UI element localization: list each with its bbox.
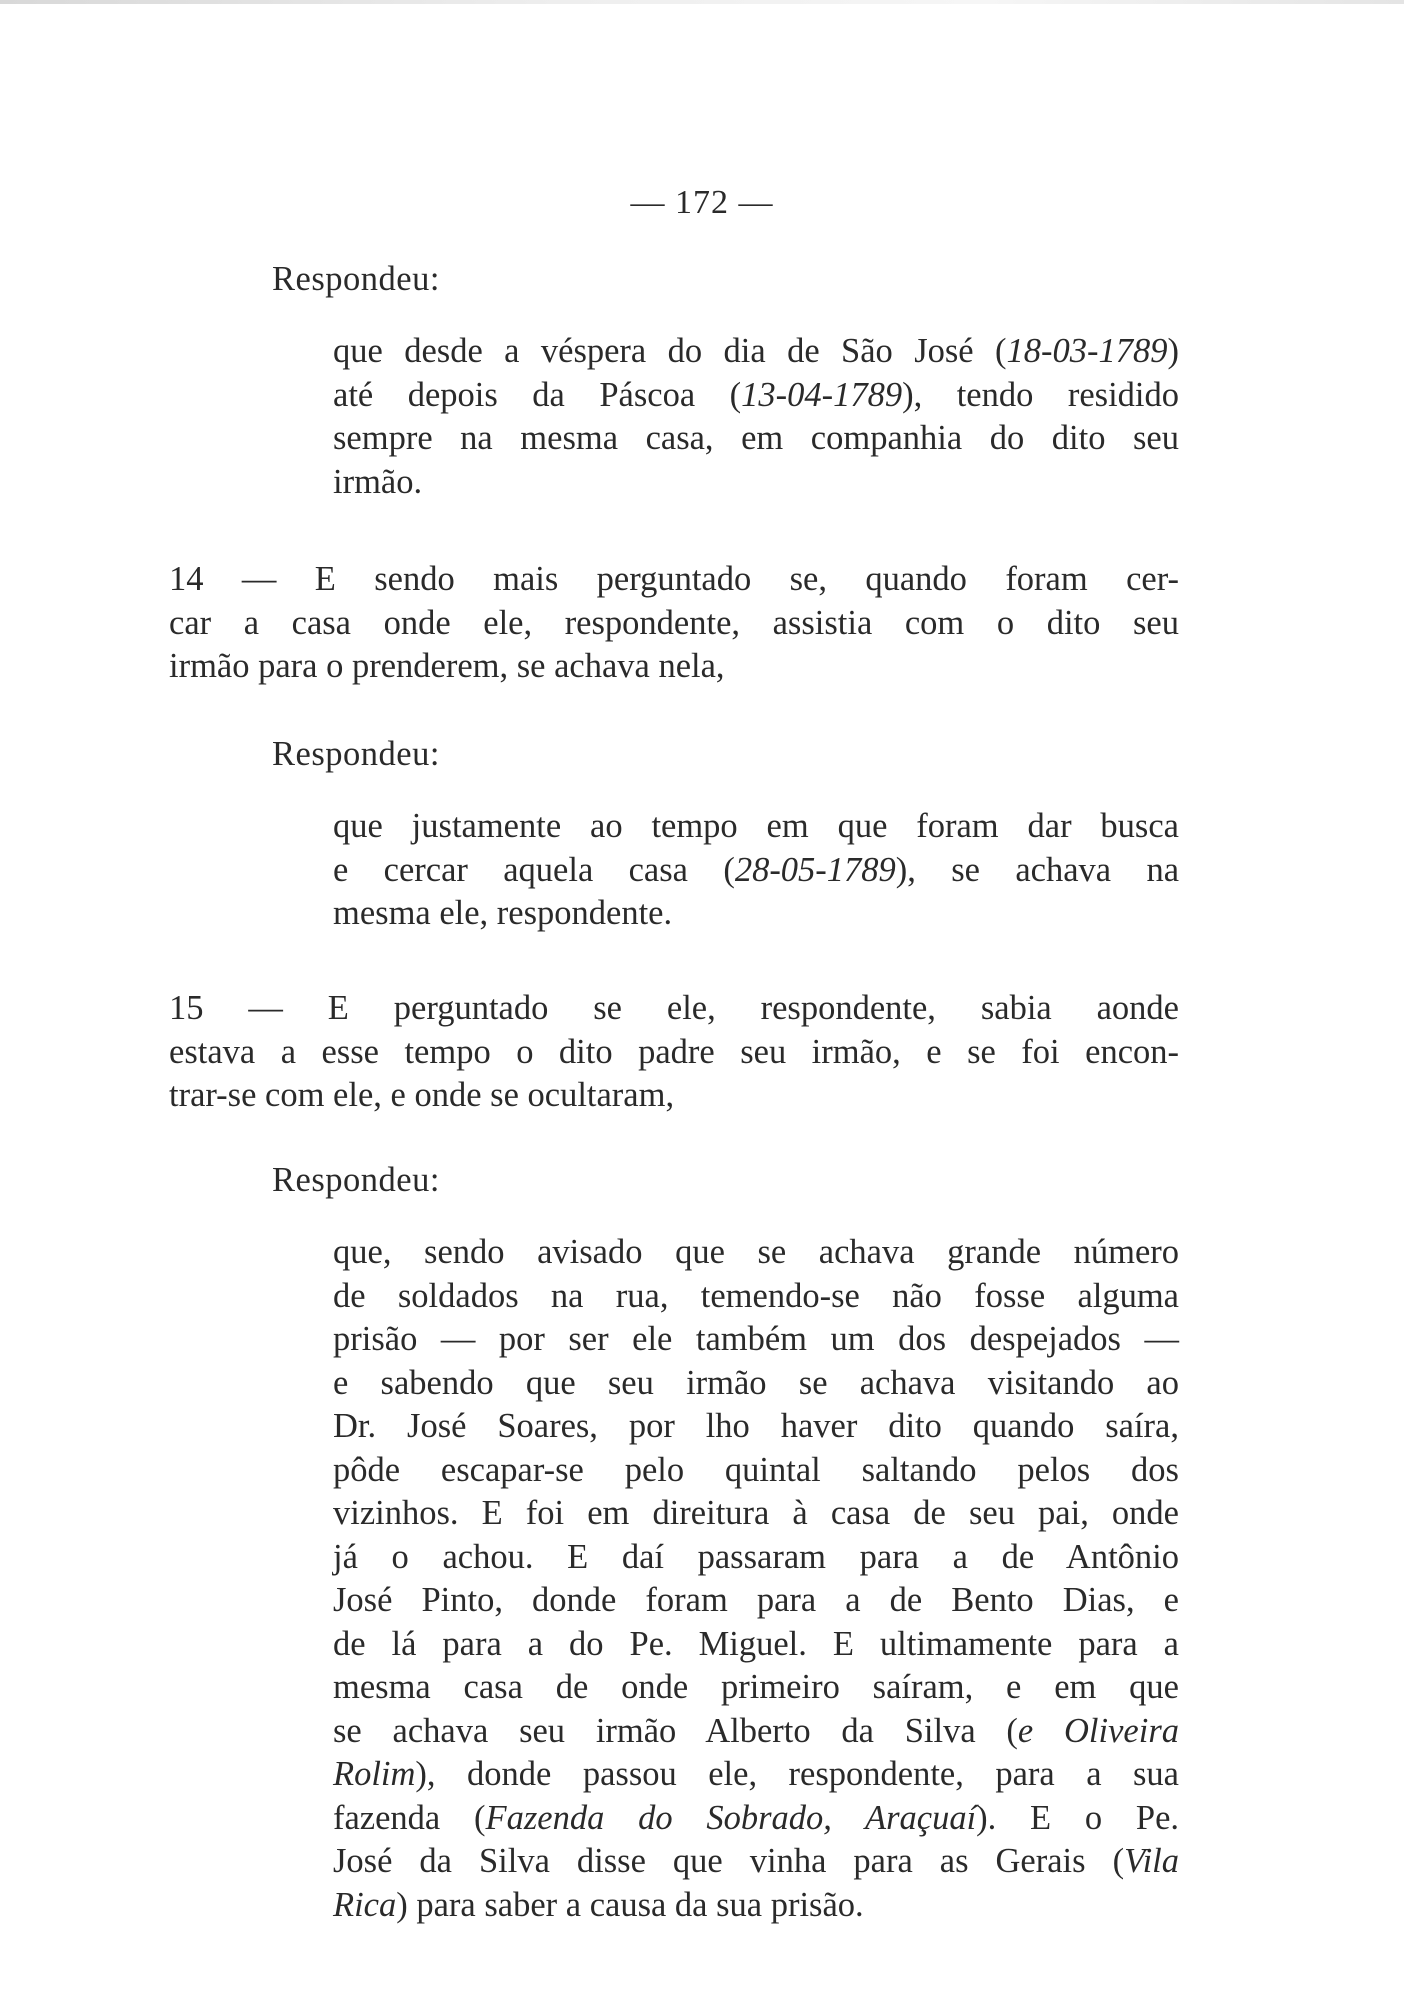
answer-paragraph-1 — [333, 330, 1179, 504]
text-line: pôde escapar-se pelo quintal saltando pelos dos — [333, 1450, 1179, 1489]
italic-text: Vila — [1124, 1842, 1179, 1880]
text-line: car a casa onde ele, respondente, assistia com o dito seu — [169, 603, 1179, 642]
respondeu-label-2: Respondeu: — [272, 735, 440, 773]
text-line: mesma casa de onde primeiro saíram, e em que — [333, 1668, 1179, 1706]
italic-text: Rolim — [333, 1755, 416, 1793]
text-line: de soldados na rua, temendo-se não fosse alguma — [333, 1276, 1179, 1315]
text-line: até depois da Páscoa (13-04-1789), tendo residido — [333, 375, 1179, 414]
text-line: trar-se com ele, e onde se ocultaram, — [169, 1076, 675, 1114]
question-15-paragraph — [169, 987, 1179, 1118]
text-line: Rica) para saber a causa da sua prisão. — [333, 1885, 864, 1924]
italic-text: Fazenda do Sobrado, Araçuaí — [485, 1798, 977, 1837]
text-line: sempre na mesma casa, em companhia do dito seu — [333, 419, 1179, 457]
question-14-paragraph — [169, 558, 1179, 689]
text-line: Dr. José Soares, por lho haver dito quando saíra, — [333, 1407, 1179, 1445]
text-line: e sabendo que seu irmão se achava visitando ao — [333, 1363, 1179, 1402]
text-line: Rolim), donde passou ele, respondente, para a sua — [333, 1755, 1179, 1793]
italic-text: Rica — [333, 1885, 397, 1924]
text-line: fazenda (Fazenda do Sobrado, Araçuaí). E o Pe. — [333, 1798, 1180, 1837]
respondeu-label-1: Respondeu: — [272, 260, 440, 298]
text-line: 15 — E perguntado se ele, respondente, sabia aonde — [169, 989, 1179, 1027]
italic-text: 28-05-1789 — [734, 850, 896, 889]
text-line: mesma ele, respondente. — [333, 894, 673, 932]
text-line: que justamente ao tempo em que foram dar busca — [333, 807, 1179, 845]
text-line: estava a esse tempo o dito padre seu irmão, e se foi encon- — [169, 1032, 1179, 1071]
text-line: se achava seu irmão Alberto da Silva (e Oliveira — [333, 1711, 1179, 1750]
text-line: vizinhos. E foi em direitura à casa de seu pai, onde — [333, 1494, 1179, 1532]
page-number: — 172 — — [630, 184, 774, 221]
text-line: José Pinto, donde foram para a de Bento Dias, e — [333, 1581, 1179, 1619]
text-line: José da Silva disse que vinha para as Gerais (Vila — [333, 1842, 1179, 1880]
respondeu-label-3: Respondeu: — [272, 1161, 440, 1199]
italic-text: 13-04-1789 — [741, 375, 903, 414]
text-line: que, sendo avisado que se achava grande número — [333, 1233, 1179, 1271]
answer-paragraph-2 — [333, 805, 1179, 936]
text-line: já o achou. E daí passaram para a de Antônio — [333, 1537, 1179, 1576]
italic-text: 18-03-1789 — [1006, 332, 1168, 370]
text-line: e cercar aquela casa (28-05-1789), se achava na — [333, 850, 1180, 889]
text-line: de lá para a do Pe. Miguel. E ultimamente para a — [333, 1624, 1179, 1663]
text-line: prisão — por ser ele também um dos despejados — — [333, 1320, 1179, 1358]
answer-paragraph-3 — [333, 1231, 1179, 1927]
text-line: que desde a véspera do dia de São José (18-03-1789) — [333, 332, 1179, 370]
italic-text: e Oliveira — [1017, 1711, 1179, 1750]
text-line: 14 — E sendo mais perguntado se, quando foram cer- — [169, 560, 1179, 598]
text-line: irmão para o prenderem, se achava nela, — [169, 647, 725, 685]
text-line: irmão. — [333, 462, 423, 501]
